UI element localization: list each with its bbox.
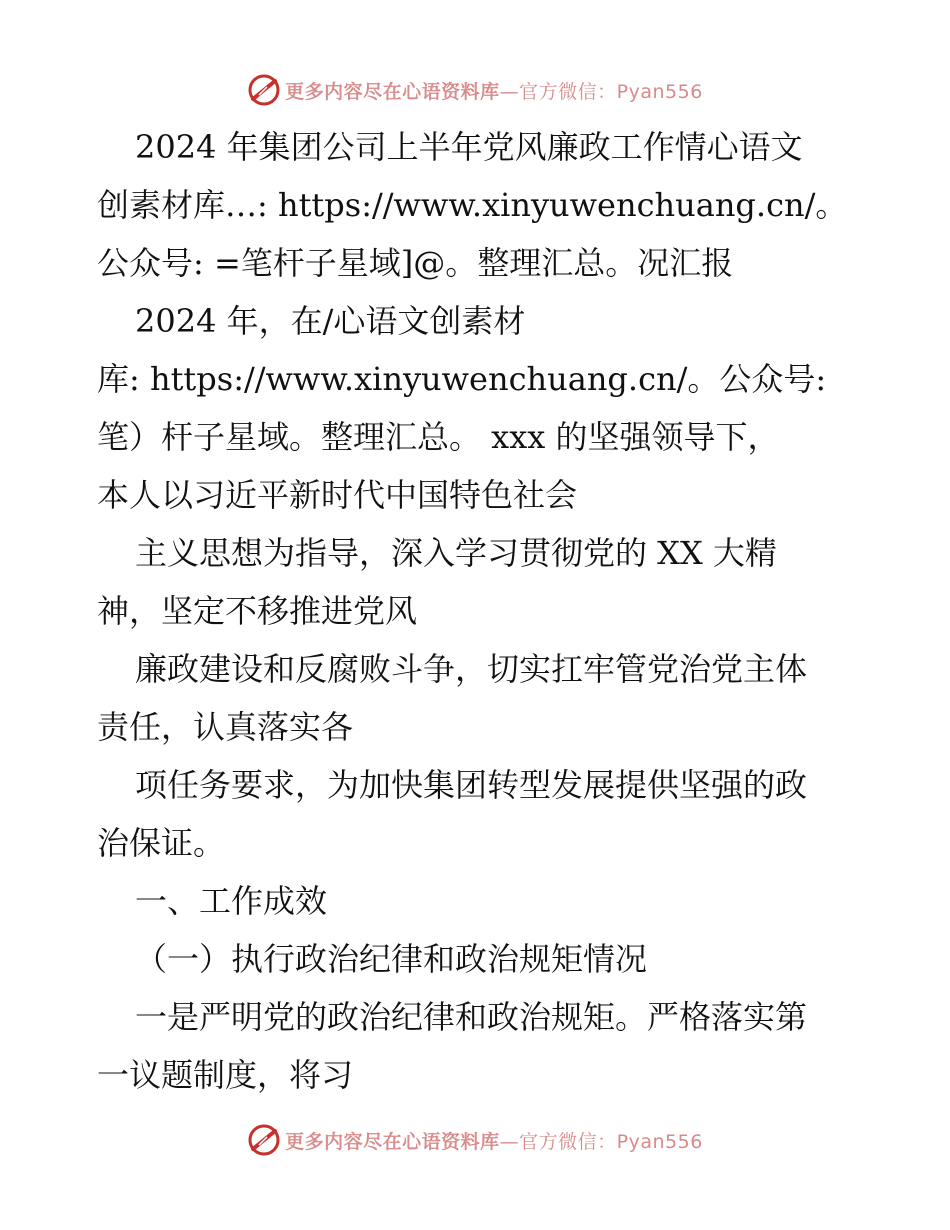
text-line: 2024 年，在/心语文创素材 — [135, 302, 526, 340]
text-line: 一是严明党的政治纪律和政治规矩。严格落实第 — [135, 998, 808, 1036]
text-line: 库: https://www.xinyuwenchuang.cn/。公众号: — [97, 360, 827, 398]
text-line: 主义思想为指导，深入学习贯彻党的 XX 大精 — [135, 534, 777, 572]
text-line: 2024 年集团公司上半年党风廉政工作情心语文 — [135, 128, 803, 166]
watermark-site: 更多内容尽在心语资料库 — [285, 1130, 500, 1153]
text-line: 责任，认真落实各 — [97, 708, 354, 746]
text-line: 神，坚定不移推进党风 — [97, 592, 418, 630]
text-line: 创素材库…: https://www.xinyuwenchuang.cn/。 — [97, 186, 848, 224]
text-line: 本人以习近平新时代中国特色社会 — [97, 476, 578, 514]
text-line: 廉政建设和反腐败斗争，切实扛牢管党治党主体 — [135, 650, 808, 688]
subsection-heading: （一）执行政治纪律和政治规矩情况 — [135, 940, 648, 978]
document-body — [97, 118, 867, 1104]
watermark-site: 更多内容尽在心语资料库 — [285, 80, 500, 103]
watermark-separator: — — [499, 1130, 520, 1153]
seal-logo-icon — [247, 73, 281, 107]
watermark-wechat: 官方微信：Pyan556 — [519, 80, 703, 103]
text-line: 笔）杆子星域。整理汇总。 xxx 的坚强领导下， — [97, 418, 780, 456]
watermark-separator: — — [499, 80, 520, 103]
text-line: 项任务要求，为加快集团转型发展提供坚强的政 — [135, 766, 808, 804]
watermark-banner-bottom — [0, 1120, 950, 1160]
text-line: 治保证。 — [97, 824, 226, 862]
text-line: 一议题制度，将习 — [97, 1056, 354, 1094]
watermark-text — [285, 1127, 703, 1154]
watermark-text — [285, 77, 703, 104]
section-heading: 一、工作成效 — [135, 882, 328, 920]
seal-logo-icon — [247, 1123, 281, 1157]
watermark-banner-top — [0, 70, 950, 110]
watermark-wechat: 官方微信：Pyan556 — [519, 1130, 703, 1153]
text-line: 公众号: =笔杆子星域]@。整理汇总。况汇报 — [97, 244, 734, 282]
